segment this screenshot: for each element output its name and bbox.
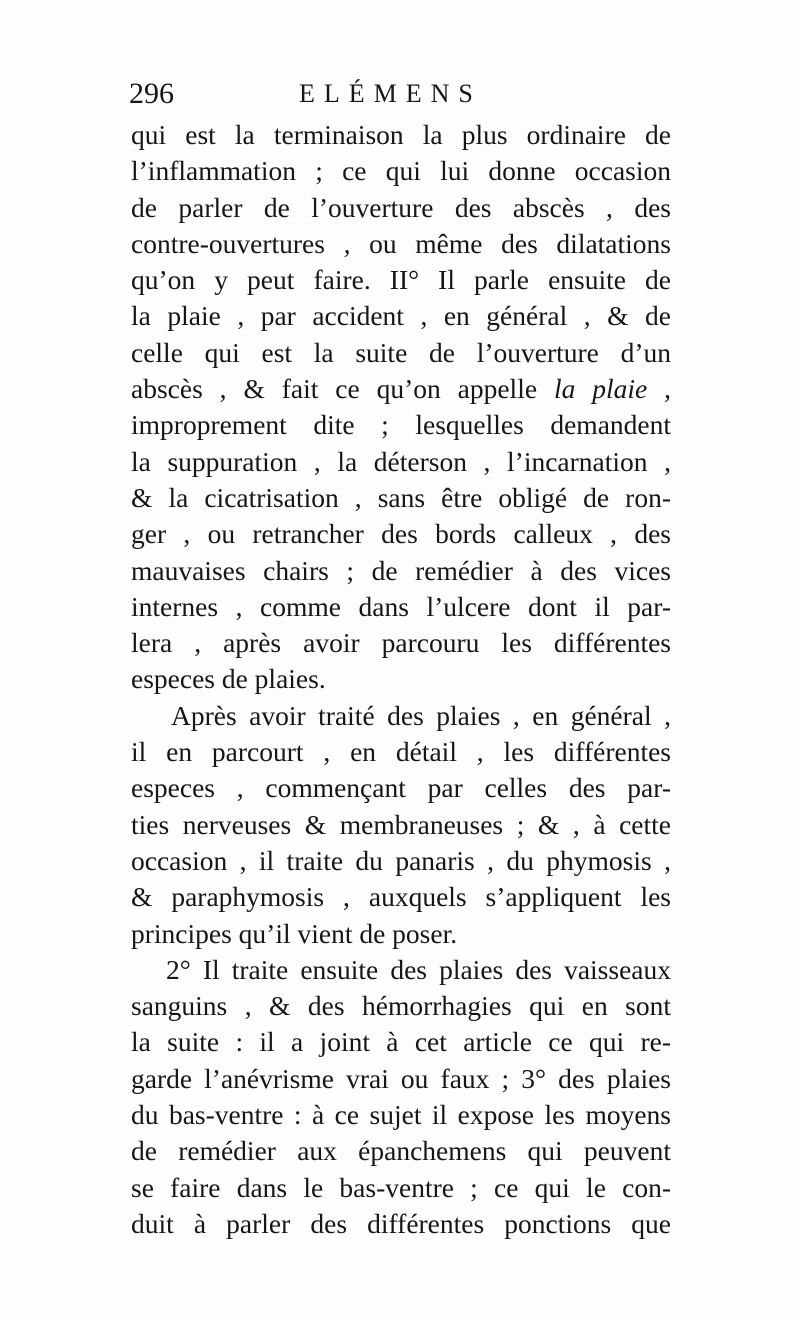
page-number: 296 xyxy=(129,77,174,110)
text-line: la suite : il a joint à cet article ce qui re- xyxy=(131,1026,671,1058)
text-line: la plaie , par accident , en général , & de xyxy=(131,300,671,332)
text-line: se faire dans le bas-ventre ; ce qui le con- xyxy=(131,1171,671,1203)
text-line: especes , commençant par celles des par- xyxy=(131,772,671,804)
text-segment: abscès , & fait ce qu’on appelle xyxy=(131,373,538,405)
text-line: ger , ou retrancher des bords calleux , des xyxy=(131,518,671,550)
text-line: garde l’anévrisme vrai ou faux ; 3° des plaies xyxy=(131,1062,671,1094)
italic-phrase: la plaie , xyxy=(553,373,672,405)
paragraph-2 xyxy=(131,698,671,952)
text-line: de remédier aux épanchemens qui peuvent xyxy=(131,1135,671,1167)
text-line: principes qu’il vient de poser. xyxy=(131,917,458,949)
text-line: qu’on y peut faire. II° Il parle ensuite de xyxy=(131,264,671,296)
text-line: la suppuration , la déterson , l’incarnation , xyxy=(131,445,671,477)
text-line: mauvaises chairs ; de remédier à des vices xyxy=(131,554,671,586)
text-line: Après avoir traité des plaies , en général , xyxy=(171,699,671,731)
text-line: de parler de l’ouverture des abscès , des xyxy=(131,191,671,223)
paragraph-1 xyxy=(131,117,671,698)
text-line: l’inflammation ; ce qui lui donne occasion xyxy=(131,155,671,187)
text-line: internes , comme dans l’ulcere dont il par- xyxy=(131,590,671,622)
text-line: du bas-ventre : à ce sujet il expose les moyens xyxy=(131,1099,671,1131)
text-line: lera , après avoir parcouru les différentes xyxy=(131,627,671,659)
text-line: ties nerveuses & membraneuses ; & , à cette xyxy=(131,808,671,840)
text-line: especes de plaies. xyxy=(131,663,326,695)
text-line: 2° Il traite ensuite des plaies des vaisseaux xyxy=(166,953,671,985)
text-line: il en parcourt , en détail , les différentes xyxy=(131,736,671,768)
text-line: qui est la terminaison la plus ordinaire de xyxy=(131,119,671,150)
text-line: improprement dite ; lesquelles demandent xyxy=(131,409,671,441)
text-line: & la cicatrisation , sans être obligé de ron- xyxy=(131,481,671,513)
body-text xyxy=(131,117,671,1242)
text-line: contre-ouvertures , ou même des dilatations xyxy=(131,227,671,259)
paragraph-3 xyxy=(131,952,671,1242)
page-header xyxy=(129,74,669,114)
text-line: celle qui est la suite de l’ouverture d’un xyxy=(131,336,671,368)
text-line: occasion , il traite du panaris , du phymosis , xyxy=(131,844,671,876)
text-line-with-italic xyxy=(131,371,671,407)
text-line: sanguins , & des hémorrhagies qui en sont xyxy=(131,990,671,1022)
text-line: duit à parler des différentes ponctions que xyxy=(131,1207,671,1239)
text-line: & paraphymosis , auxquels s’appliquent les xyxy=(131,881,671,913)
running-title: ELÉMENS xyxy=(299,79,482,108)
